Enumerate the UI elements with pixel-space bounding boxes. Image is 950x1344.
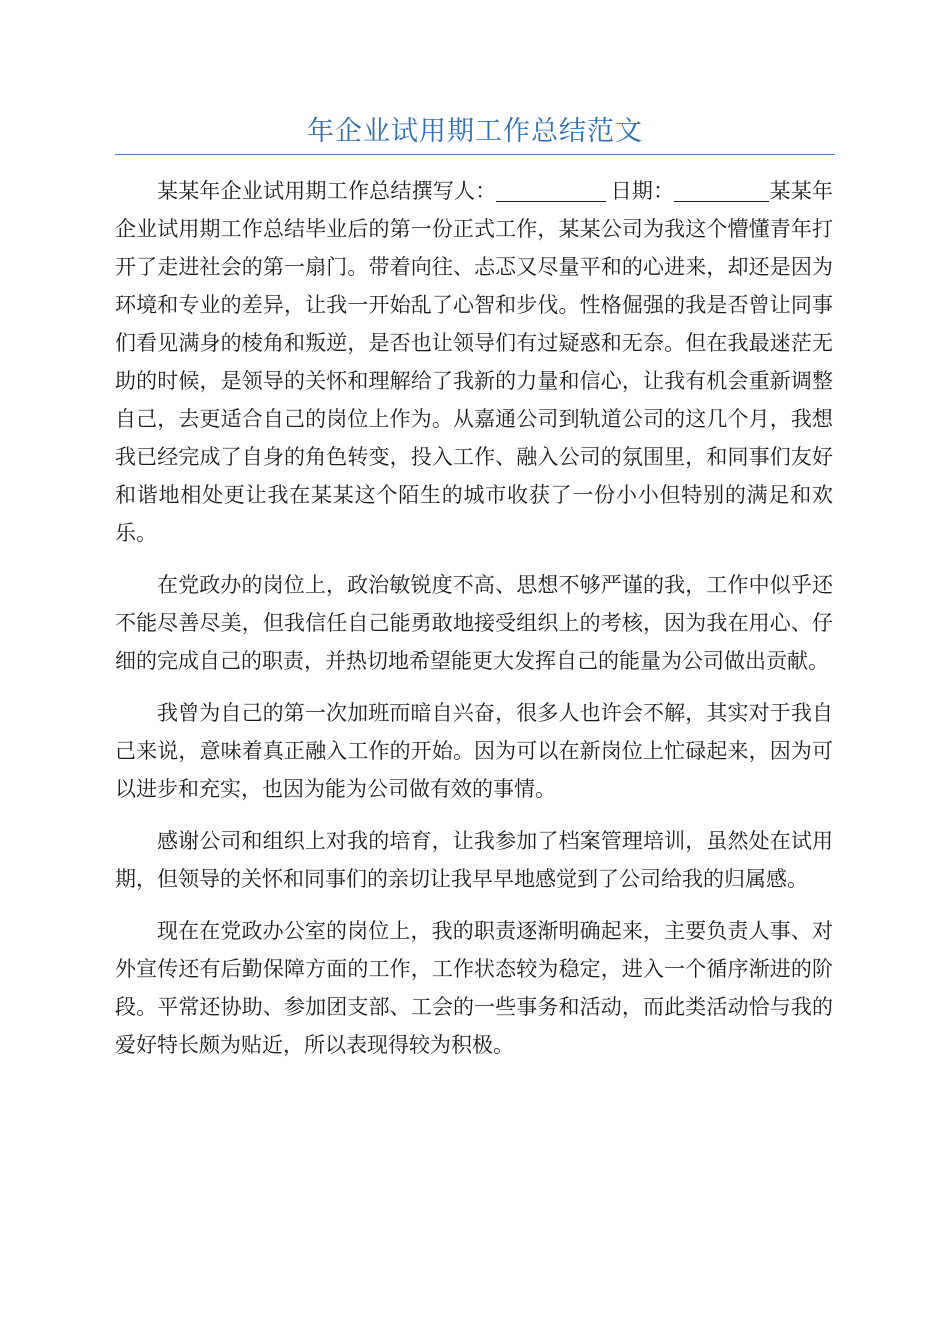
document-title: 年企业试用期工作总结范文 xyxy=(307,116,643,147)
paragraph: 感谢公司和组织上对我的培育，让我参加了档案管理培训，虽然处在试用期，但领导的关怀和同事们的亲切让我早早地感觉到了公司给我的归属感。 xyxy=(115,829,833,891)
document-body xyxy=(115,172,833,1078)
writer-label: 某某年企业试用期工作总结撰写人： xyxy=(157,179,497,203)
date-blank-field[interactable] xyxy=(674,177,769,202)
writer-blank-field[interactable] xyxy=(496,177,606,202)
date-label: 日期： xyxy=(610,179,675,203)
paragraph-intro xyxy=(115,172,833,552)
title-underline xyxy=(115,154,835,155)
paragraph: 在党政办的岗位上，政治敏锐度不高、思想不够严谨的我，工作中似乎还不能尽善尽美，但我信任自己能勇敢地接受组织上的考核，因为我在用心、仔细的完成自己的职责，并热切地希望能更大发挥自己的能量为公司做出贡献。 xyxy=(115,573,833,673)
intro-text: 某某年企业试用期工作总结毕业后的第一份正式工作，某某公司为我这个懵懂青年打开了走进社会的第一扇门。带着向往、忐忑又尽量平和的心进来，却还是因为环境和专业的差异，让我一开始乱了心智和步伐。性格倔强的我是否曾让同事们看见满身的棱角和叛逆，是否也让领导们有过疑惑和无奈。但在我最迷茫无助的时候，是领导的关怀和理解给了我新的力量和信心，让我有机会重新调整自己，去更适合自己的岗位上作为。从嘉通公司到轨道公司的这几个月，我想我已经完成了自身的角色转变，投入工作、融入公司的氛围里，和同事们友好和谐地相处更让我在某某这个陌生的城市收获了一份小小但特别的满足和欢乐。 xyxy=(115,179,834,545)
paragraph: 现在在党政办公室的岗位上，我的职责逐渐明确起来，主要负责人事、对外宣传还有后勤保障方面的工作，工作状态较为稳定，进入一个循序渐进的阶段。平常还协助、参加团支部、工会的一些事务和活动，而此类活动恰与我的爱好特长颇为贴近，所以表现得较为积极。 xyxy=(115,919,833,1057)
paragraph: 我曾为自己的第一次加班而暗自兴奋，很多人也许会不解，其实对于我自己来说，意味着真正融入工作的开始。因为可以在新岗位上忙碌起来，因为可以进步和充实，也因为能为公司做有效的事情。 xyxy=(115,701,833,801)
